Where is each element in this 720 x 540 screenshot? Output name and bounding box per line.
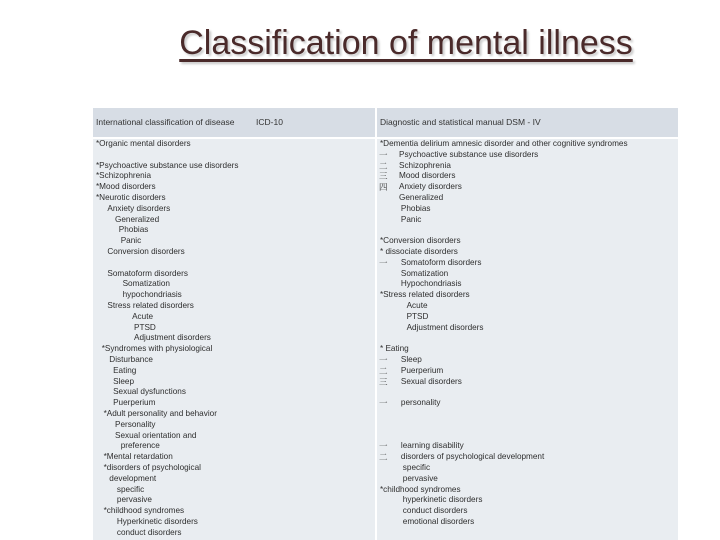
list-marker: 一: [379, 441, 388, 452]
dsm-list-item: * dissociate disorders: [380, 247, 458, 256]
dsm-list-item: * Eating: [380, 344, 409, 354]
list-marker: 三: [379, 171, 388, 182]
icd-list-item: *Neurotic disorders: [96, 193, 166, 202]
icd-list-item: specific: [116, 484, 145, 494]
icd-list-item: pervasive: [116, 495, 152, 505]
icd-list-item: *Organic mental disorders: [96, 139, 191, 148]
classification-table: [93, 108, 678, 540]
dsm-list-item: Mood disorders: [399, 171, 456, 181]
dsm-list-item: Phobias: [400, 203, 431, 213]
dsm-list-item: Schizophrenia: [399, 160, 451, 170]
dsm-list-item: personality: [400, 398, 441, 408]
dsm-list-item: learning disability: [400, 441, 464, 451]
dsm-list-item: *childhood syndromes: [380, 484, 461, 494]
icd-list-item: Disturbance: [109, 355, 153, 364]
dsm-list-item: conduct disorders: [402, 506, 468, 516]
dsm-list-item: Adjustment disorders: [406, 322, 484, 332]
icd-list-item: hypochondriasis: [122, 290, 182, 300]
list-marker: 二: [379, 365, 388, 376]
dsm-list-item: disorders of psychological development: [400, 452, 545, 462]
dsm-list-item: Generalized: [399, 193, 444, 202]
list-marker: 一: [379, 149, 388, 160]
icd-list-item: *Mental retardation: [103, 452, 173, 462]
header-icd-code: ICD-10: [256, 117, 283, 127]
dsm-list-item: *Conversion disorders: [380, 236, 461, 246]
icd-list-item: Conversion disorders: [107, 247, 185, 256]
icd-list-item: *disorders of psychological: [103, 463, 201, 472]
icd-list-item: conduct disorders: [116, 527, 182, 537]
header-dsm: Diagnostic and statistical manual DSM - IV: [380, 117, 541, 127]
icd-list-item: preference: [120, 441, 160, 451]
dsm-list-item: *Dementia delirium amnesic disorder and other cognitive syndromes: [380, 139, 628, 148]
icd-list-item: Panic: [120, 236, 142, 246]
icd-list-item: PTSD: [134, 322, 156, 332]
dsm-list-item: Somatoform disorders: [400, 257, 482, 267]
dsm-list-item: Somatization: [400, 268, 449, 278]
dsm-list-item: Sleep: [400, 355, 422, 364]
list-marker: 四: [379, 182, 388, 193]
icd-list-item: Acute: [132, 311, 154, 321]
icd-list-item: Generalized: [115, 214, 160, 224]
column-divider: [375, 108, 377, 540]
dsm-list-item: emotional disorders: [402, 517, 475, 526]
dsm-list-item: Hypochondriasis: [400, 279, 462, 289]
dsm-list-item: Anxiety disorders: [399, 182, 462, 192]
list-marker: 一: [379, 398, 388, 409]
icd-list-item: Sexual dysfunctions: [113, 387, 186, 397]
icd-list-item: Sexual orientation and: [115, 430, 197, 440]
list-marker: 一: [379, 355, 388, 365]
icd-list-item: Eating: [113, 365, 137, 375]
dsm-list-item: PTSD: [406, 311, 429, 321]
icd-list-item: Phobias: [118, 225, 149, 235]
icd-list-item: *Syndromes with physiological: [101, 344, 213, 354]
dsm-list-item: Puerperium: [400, 365, 444, 375]
list-marker: 一: [379, 257, 388, 268]
list-marker: 二: [379, 160, 388, 171]
icd-list-item: Stress related disorders: [107, 301, 194, 310]
dsm-list-item: Psychoactive substance use disorders: [399, 149, 539, 159]
icd-list-item: Hyperkinetic disorders: [116, 517, 198, 526]
icd-list-item: Anxiety disorders: [107, 203, 171, 213]
list-marker: 二: [379, 452, 388, 463]
icd-list-item: development: [109, 473, 157, 483]
dsm-list-item: specific: [402, 463, 431, 472]
icd-list-item: Sleep: [113, 376, 135, 386]
icd-list-item: Somatoform disorders: [107, 268, 188, 278]
list-marker: 三: [379, 376, 388, 387]
icd-list-item: Puerperium: [113, 398, 156, 408]
page-title: Classification of mental illness: [179, 24, 633, 62]
icd-list-item: *Adult personality and behavior: [103, 409, 217, 418]
icd-list-item: Personality: [115, 419, 156, 429]
dsm-list-item: Panic: [400, 214, 422, 224]
icd-list-item: *Schizophrenia: [96, 171, 152, 181]
icd-list-item: *childhood syndromes: [103, 506, 185, 516]
header-icd: International classification of disease: [96, 117, 235, 127]
icd-list-item: *Mood disorders: [96, 182, 156, 192]
icd-list-item: Adjustment disorders: [134, 333, 211, 343]
dsm-list-item: pervasive: [402, 473, 438, 483]
dsm-list-item: *Stress related disorders: [380, 290, 470, 300]
dsm-list-item: Sexual disorders: [400, 376, 462, 386]
icd-list-item: Somatization: [122, 279, 170, 289]
dsm-list-item: Acute: [406, 301, 428, 310]
dsm-list-item: hyperkinetic disorders: [402, 495, 483, 505]
icd-list-item: *Psychoactive substance use disorders: [96, 160, 239, 170]
